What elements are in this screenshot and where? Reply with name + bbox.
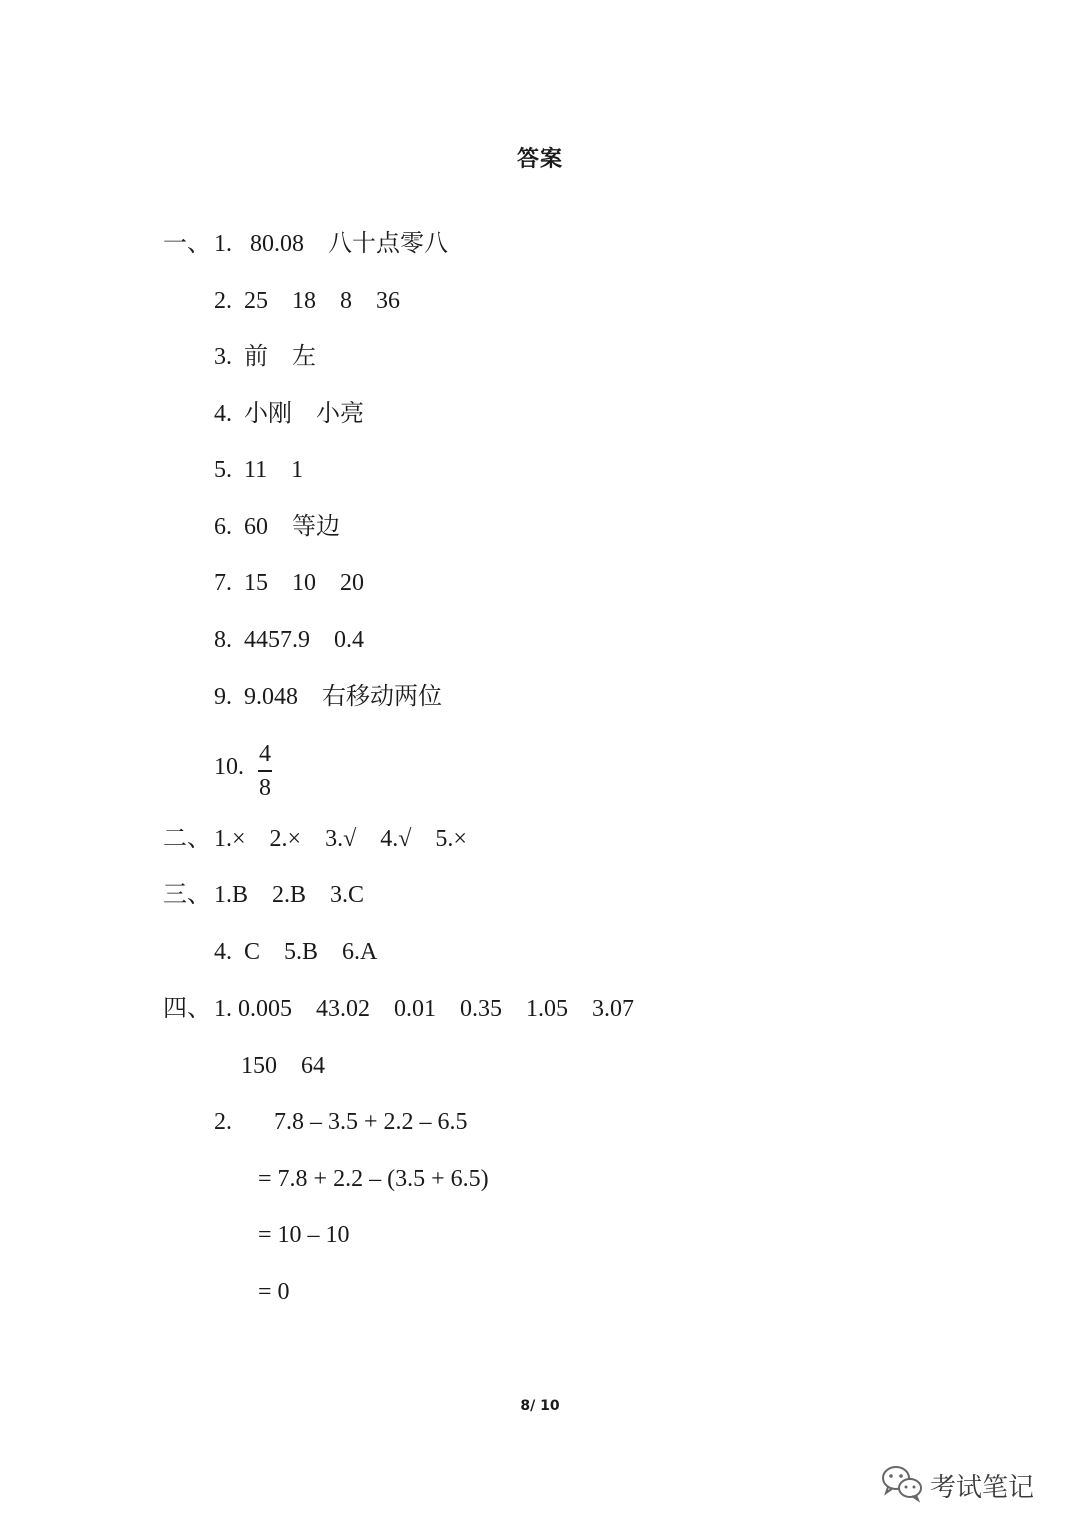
answer-line: 4. C 5.B 6.A [214,939,378,965]
watermark-text: 考试笔记 [930,1473,1035,1503]
page-number: 8/ 10 [520,1398,560,1414]
section-1-marker: 一、 [163,231,211,257]
section-4-marker: 四、 [163,996,211,1022]
wechat-icon [880,1463,924,1508]
answer-line: 2. 25 18 8 36 [214,288,400,314]
answer-line: 7. 15 10 20 [214,570,364,596]
answer-line: 1. 0.005 43.02 0.01 0.35 1.05 3.07 [214,996,634,1022]
section-2-marker: 二、 [163,826,211,852]
fraction-bar [258,770,272,772]
answer-line: 1. 80.08 八十点零八 [214,231,448,257]
q10-label: 10. [214,754,244,780]
answer-line: = 10 – 10 [258,1222,350,1248]
answer-line: 150 64 [241,1053,325,1079]
fraction-numerator: 4 [259,741,271,767]
answer-line: = 7.8 + 2.2 – (3.5 + 6.5) [258,1166,489,1192]
watermark [880,1463,1034,1508]
answer-line: 2. 7.8 – 3.5 + 2.2 – 6.5 [214,1109,468,1135]
answer-line: 4. 小刚 小亮 [214,401,364,427]
page-title: 答案 [516,147,563,172]
answer-line: 1.× 2.× 3.√ 4.√ 5.× [214,826,467,852]
answer-line: 9. 9.048 右移动两位 [214,684,442,710]
answer-line: = 0 [258,1279,290,1305]
answer-line: 6. 60 等边 [214,514,340,540]
answer-line: 3. 前 左 [214,344,316,370]
answer-line: 1.B 2.B 3.C [214,882,365,908]
answer-line: 5. 11 1 [214,457,304,483]
fraction [258,740,272,802]
fraction-denominator: 8 [259,774,271,801]
answer-line: 8. 4457.9 0.4 [214,627,364,653]
section-3-marker: 三、 [163,882,211,908]
